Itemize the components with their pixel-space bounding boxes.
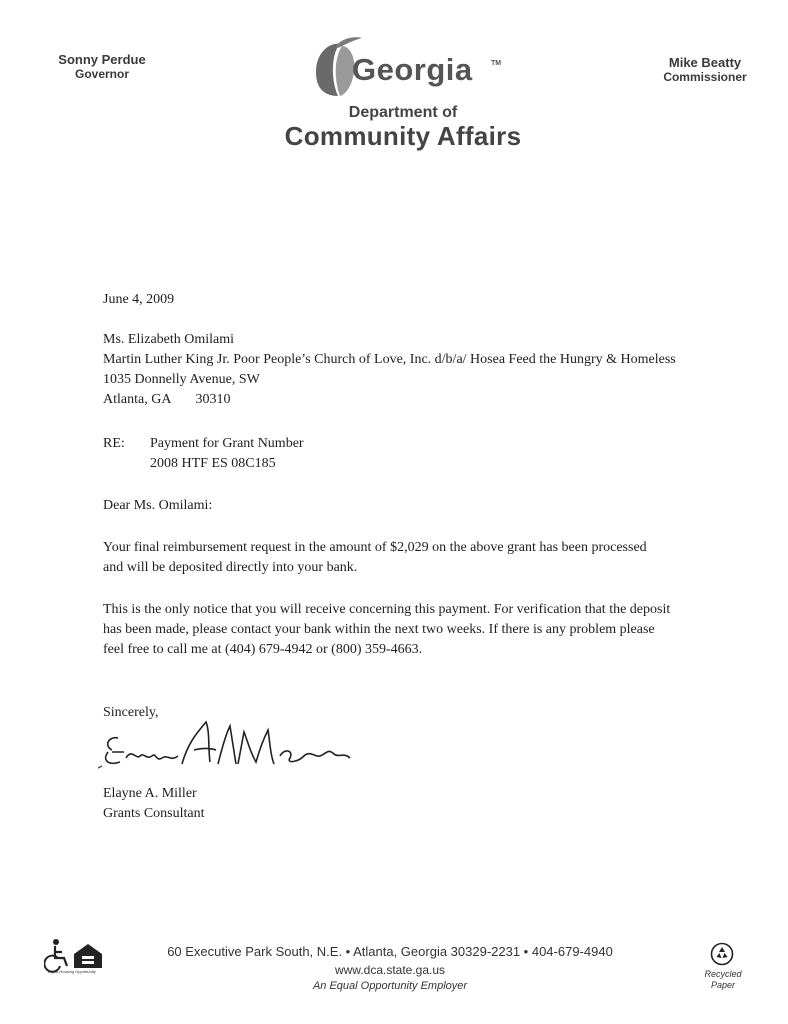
commissioner-block [650, 55, 760, 84]
re-line-2: 2008 HTF ES 08C185 [150, 456, 276, 471]
footer-employer-statement: An Equal Opportunity Employer [312, 980, 468, 992]
signer-name: Elayne A. Miller [103, 786, 197, 801]
georgia-wordmark: Georgia [352, 52, 473, 87]
signer-title: Grants Consultant [103, 806, 205, 821]
department-line: Department of [348, 104, 458, 121]
governor-block [52, 52, 152, 81]
re-label: RE: [103, 436, 125, 451]
recipient-city-state: Atlanta, GA [103, 392, 172, 407]
commissioner-name: Mike Beatty [668, 55, 742, 70]
equal-housing-text: Equal Housing Opportunity [48, 969, 96, 974]
recipient-street: 1035 Donnelly Avenue, SW [103, 372, 260, 387]
agency-name: Community Affairs [284, 121, 522, 151]
footer-address: 60 Executive Park South, N.E. • Atlanta, Georgia 30329-2231 • 404-679-4940 [167, 944, 613, 959]
recipient-organization: Martin Luther King Jr. Poor People’s Church of Love, Inc. d/b/a/ Hosea Feed the Hungry & Homeless [103, 352, 676, 367]
footer-website: www.dca.state.ga.us [334, 963, 446, 977]
salutation: Dear Ms. Omilami: [103, 498, 213, 513]
closing: Sincerely, [103, 705, 159, 720]
recycle-icon [710, 942, 734, 966]
trademark-mark: TM [491, 60, 502, 67]
paragraph-reimbursement: Your final reimbursement request in the amount of $2,029 on the above grant has been processed and will be deposited directly into your bank. [103, 540, 647, 575]
re-line-1: Payment for Grant Number [150, 436, 304, 451]
recipient-name: Ms. Elizabeth Omilami [103, 332, 235, 347]
letter-date: June 4, 2009 [103, 292, 175, 307]
governor-name: Sonny Perdue [58, 52, 146, 67]
signature-icon [98, 712, 388, 780]
recipient-address [103, 330, 676, 410]
recycled-line-2: Paper [710, 980, 736, 990]
re-subject [150, 434, 304, 474]
paragraph-notice: This is the only notice that you will receive concerning this payment. For verification that the deposit has been made, please contact your bank within the next two weeks. If there is any problem please feel free to call me at (404) 679-4942 or (800) 359-4663. [103, 602, 671, 657]
recipient-zip: 30310 [195, 392, 231, 407]
commissioner-title: Commissioner [663, 70, 747, 84]
recipient-city-line [103, 390, 676, 410]
governor-title: Governor [74, 67, 129, 81]
recycled-line-1: Recycled [704, 969, 742, 979]
signer-block [103, 784, 205, 824]
recycled-paper-label [700, 969, 746, 991]
